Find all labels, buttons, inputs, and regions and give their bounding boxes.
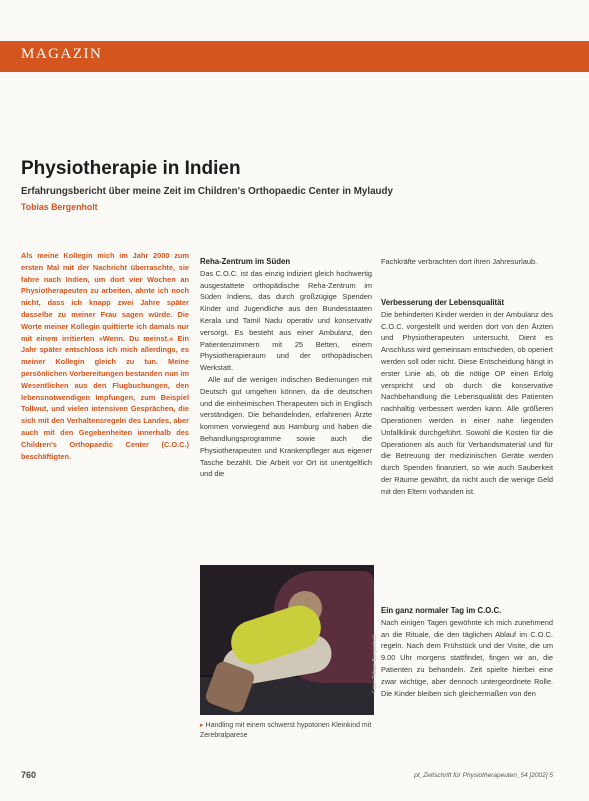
col3-paragraph-1: Die behinderten Kinder werden in der Ambulanz des C.O.C. vorgestellt und werden dort von den Ärzten und Physiotherapeuten untersucht. Dient es Anschluss wird gemeinsam entschieden, ob operiert werden soll oder nicht. Diese Entscheidung hängt in erster Linie ab, ob die nötige OP einen Erfolg verspricht und ob durch die konservative Nachbehandlung die Lebensqualität des Patienten nachhaltig verbessert werden kann. Alle größeren Operationen werden in einer nahe liegenden Unfallklinik durchgeführt. Sowohl die Kosten für die Operationen als auch für Verbandsmaterial und für die Betreuung der medizinischen Geräte werden durch Spenden finanziert, so wie auch Sauberkeit der Räume gewährt, da nicht auch die wenige Geld mit den Eltern vorhanden ist.	[381, 309, 553, 496]
col2-paragraph-1: Das C.O.C. ist das einzig indiziert gleich hochwertig ausgestattete orthopädische Reha-Zentrum im Süden Indiens, das durch großzügige Spenden Kinder und Jugendliche aus den Bundesstaaten Kerala und Tamil Nadu operativ und konservativ versorgt. Es besteht aus einer Ambulanz, den Patientenzimmern mit 25 Betten, einem Physiotherapieraum und der orthopädischen Werkstatt.	[200, 268, 372, 373]
page-number: 760	[21, 770, 37, 780]
section-bar	[0, 41, 589, 72]
column-3-bottom	[381, 605, 553, 699]
journal-footer: pt_Zeitschrift für Physiotherapeuten_54 [2002] 5	[414, 772, 553, 779]
photo-credit: Foto: Tobias Bergenholt	[372, 635, 378, 693]
article-subtitle: Erfahrungsbericht über meine Zeit im Children's Orthopaedic Center in Mylaudy	[21, 186, 393, 197]
section-label: MAGAZIN	[21, 46, 103, 62]
caption-bullet-icon: ▸	[200, 722, 204, 729]
article-author: Tobias Bergenholt	[21, 202, 98, 212]
col3-paragraph-2: Nach einigen Tagen gewöhnte ich mich zunehmend an die Rituale, die den täglichen Ablauf im C.O.C. regeln. Nach dem Frühstück und der Visite, die um 9.00 Uhr morgens stattfindet, fingen wir an, die Patienten zu behandeln. Zeit spielte hierbei eine zwar wichtige, aber dennoch untergeordnete Rolle. Die Kinder bleiben sich gleichermaßen von den	[381, 617, 553, 698]
lead-paragraph	[21, 250, 189, 462]
photo-caption	[200, 721, 372, 740]
col3-paragraph-0: Fachkräfte verbrachten dort ihren Jahresurlaub.	[381, 257, 538, 266]
article-title: Physiotherapie in Indien	[21, 158, 241, 179]
column-3-top	[381, 256, 553, 268]
lead-text: Als meine Kollegin mich im Jahr 2000 zum ersten Mal mit der Nachricht überraschte, sie fahre nach Indien, um dort vier Wochen an Physiotherapeuten zu arbeiten, ahnte ich noch nicht, dass ich knapp zwei Jahre später dasselbe zu meiner Frau sagen würde. Die Worte meiner Kollegin quittierte ich damals nur mit einem irritierten »Wenn. Du meinst.« Ein Jahr später entschloss ich mich allerdings, es meiner Kollegin gleich zu tun. Meine persönlichen Vorbereitungen bestanden nun im Wesentlichen aus den Flugbuchungen, den lebensnotwendigen Impfungen, zum Beispiel Tollwut, und vielen intensiven Gesprächen, die sich mit den Verhaltensregeln des Landes, aber auch mit den Gegebenheiten innerhalb des Children's Orthopaedic Center (C.O.C.) beschäftigten.	[21, 251, 189, 461]
column-3-middle	[381, 297, 553, 498]
article-photo	[200, 565, 378, 715]
column-2	[200, 256, 372, 480]
col3-heading-1: Verbesserung der Lebensqualität	[381, 298, 505, 307]
col3-heading-2: Ein ganz normaler Tag im C.O.C.	[381, 606, 502, 615]
col2-heading: Reha-Zentrum im Süden	[200, 257, 291, 266]
caption-text: Handling mit einem schwerst hypotonen Kleinkind mit Zerebralparese	[200, 722, 372, 739]
col2-paragraph-2: Alle auf die wenigen indischen Bedienungen mit Deutsch gut umgehen können, da die deutschen und die einheimischen Therapeuten sich in Englisch verständigen. Die behandelnden, erfahrenen Ärzte kommen vorwiegend aus Hamburg und haben die Behandlungsprogramme sowie auch die Physiotherapeuten und Krankenpfleger aus eigener Tasche bezahlt. Die Arbeit vor Ort ist unentgeltlich und die	[200, 374, 372, 479]
